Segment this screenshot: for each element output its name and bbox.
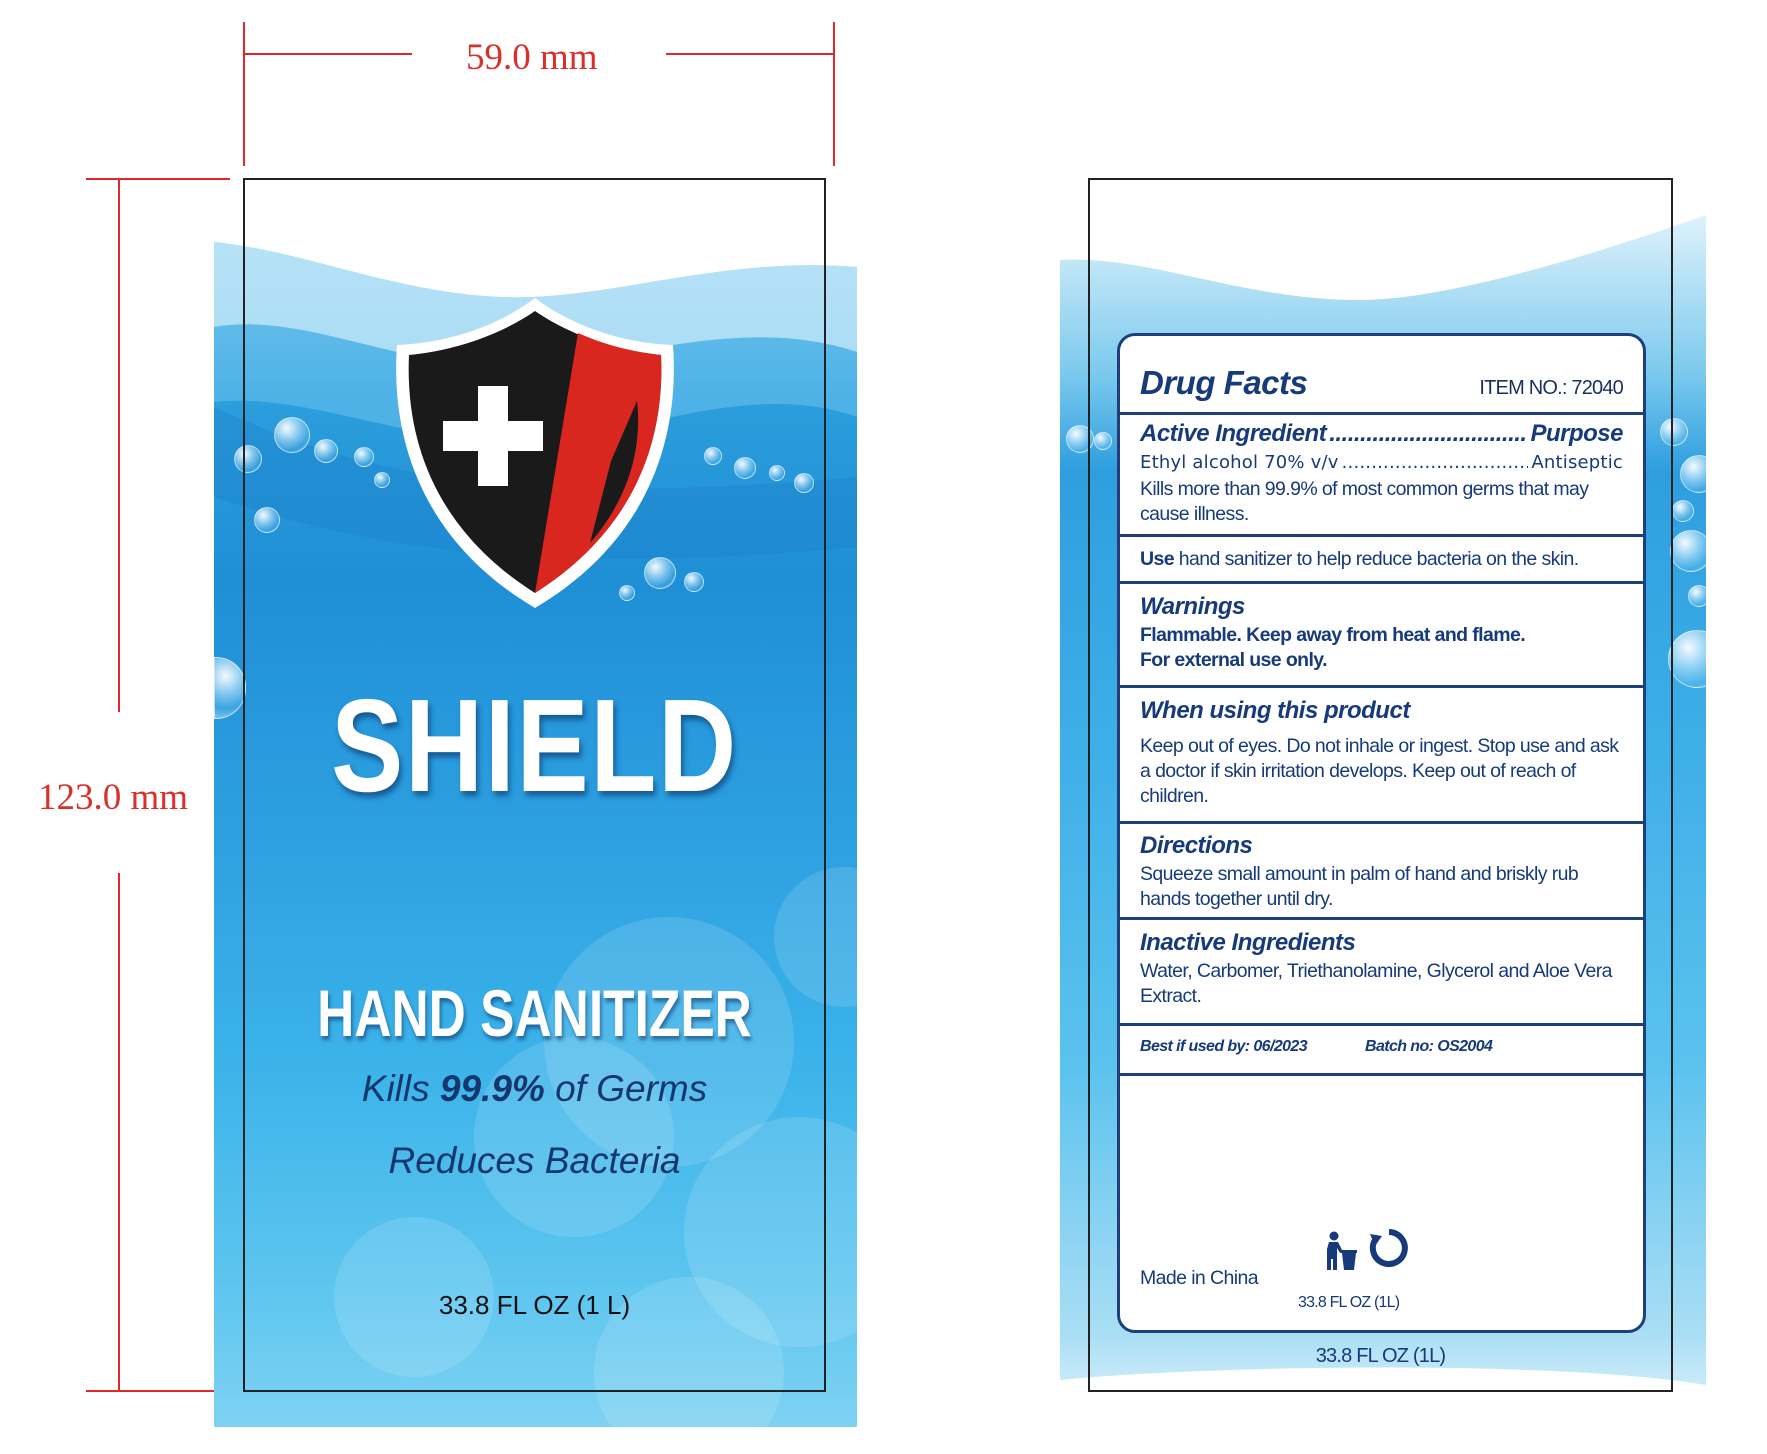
item-number: ITEM NO.: 72040 <box>1479 377 1623 399</box>
active-ingredient-row <box>1140 450 1623 475</box>
height-line-top <box>118 180 120 712</box>
active-ingredient: Ethyl alcohol 70% v/v <box>1140 452 1339 473</box>
width-line-right <box>666 53 833 55</box>
use-text: hand sanitizer to help reduce bacteria on the skin. <box>1173 548 1579 570</box>
active-heading-row <box>1140 420 1623 448</box>
recycle-icon <box>1369 1228 1409 1268</box>
best-if-used-by: Best if used by: 06/2023 <box>1140 1038 1308 1055</box>
rule-lot-info <box>1120 1073 1643 1076</box>
section-warnings <box>1120 593 1643 673</box>
directions-heading: Directions <box>1140 832 1253 859</box>
rule-use <box>1120 581 1643 584</box>
section-inactive <box>1120 929 1643 1009</box>
made-in: Made in China <box>1140 1267 1258 1289</box>
width-tick-right <box>833 22 835 166</box>
rule-when-using <box>1120 821 1643 824</box>
section-active-ingredient <box>1120 420 1643 527</box>
front-net-contents: 33.8 FL OZ (1 L) <box>438 1290 631 1320</box>
height-label: 123.0 mm <box>38 777 189 818</box>
rule-warnings <box>1120 685 1643 688</box>
product-name: HAND SANITIZER <box>317 976 752 1050</box>
width-tick-left <box>243 22 245 166</box>
rule-directions <box>1120 917 1643 920</box>
drug-facts-title: Drug Facts <box>1140 364 1308 401</box>
claim-kills-germs <box>243 1068 826 1110</box>
claim-prefix: Kills <box>361 1068 440 1109</box>
tidyman-icon <box>1324 1231 1358 1271</box>
section-directions <box>1120 832 1643 912</box>
active-purpose: Antiseptic <box>1531 452 1623 473</box>
claim-reduces-bacteria: Reduces Bacteria <box>388 1140 681 1181</box>
height-tick-top <box>86 178 230 180</box>
when-using-text: Keep out of eyes. Do not inhale or ingest. Stop use and ask a doctor if skin irritation develops. Keep out of reach of children. <box>1140 735 1619 807</box>
warnings-line-1: Flammable. Keep away from heat and flame. <box>1140 624 1526 646</box>
claim-suffix: of Germs <box>544 1068 708 1109</box>
inactive-text: Water, Carbomer, Triethanolamine, Glycerol and Aloe Vera Extract. <box>1140 960 1612 1007</box>
warnings-heading: Warnings <box>1140 593 1245 620</box>
inner-net-contents: 33.8 FL OZ (1L) <box>1298 1294 1400 1311</box>
drug-facts-header <box>1120 364 1643 402</box>
rule-inactive <box>1120 1023 1643 1026</box>
section-use <box>1120 547 1643 572</box>
when-using-heading: When using this product <box>1140 697 1410 724</box>
back-net-contents: 33.8 FL OZ (1L) <box>1315 1345 1446 1367</box>
width-line-left <box>245 53 412 55</box>
active-description: Kills more than 99.9% of most common germs that may cause illness. <box>1140 478 1589 525</box>
width-label: 59.0 mm <box>466 37 598 78</box>
drug-facts-panel <box>1117 333 1646 1333</box>
rule-active <box>1120 534 1643 537</box>
directions-text: Squeeze small amount in palm of hand and briskly rub hands together until dry. <box>1140 863 1579 910</box>
batch-number: Batch no: OS2004 <box>1365 1038 1493 1055</box>
brand-name: SHIELD <box>331 672 738 819</box>
section-lot-info <box>1120 1038 1643 1056</box>
warnings-line-2: For external use only. <box>1140 649 1327 671</box>
shield-logo-icon <box>385 293 685 613</box>
height-line-bottom <box>118 873 120 1390</box>
height-tick-bottom <box>86 1390 230 1392</box>
inactive-heading: Inactive Ingredients <box>1140 929 1356 956</box>
section-when-using <box>1120 697 1643 809</box>
active-heading: Active Ingredient <box>1140 420 1327 447</box>
use-heading: Use <box>1140 548 1174 570</box>
claim-emphasis: 99.9% <box>439 1068 545 1109</box>
purpose-heading: Purpose <box>1530 420 1623 447</box>
rule-title <box>1120 412 1643 415</box>
